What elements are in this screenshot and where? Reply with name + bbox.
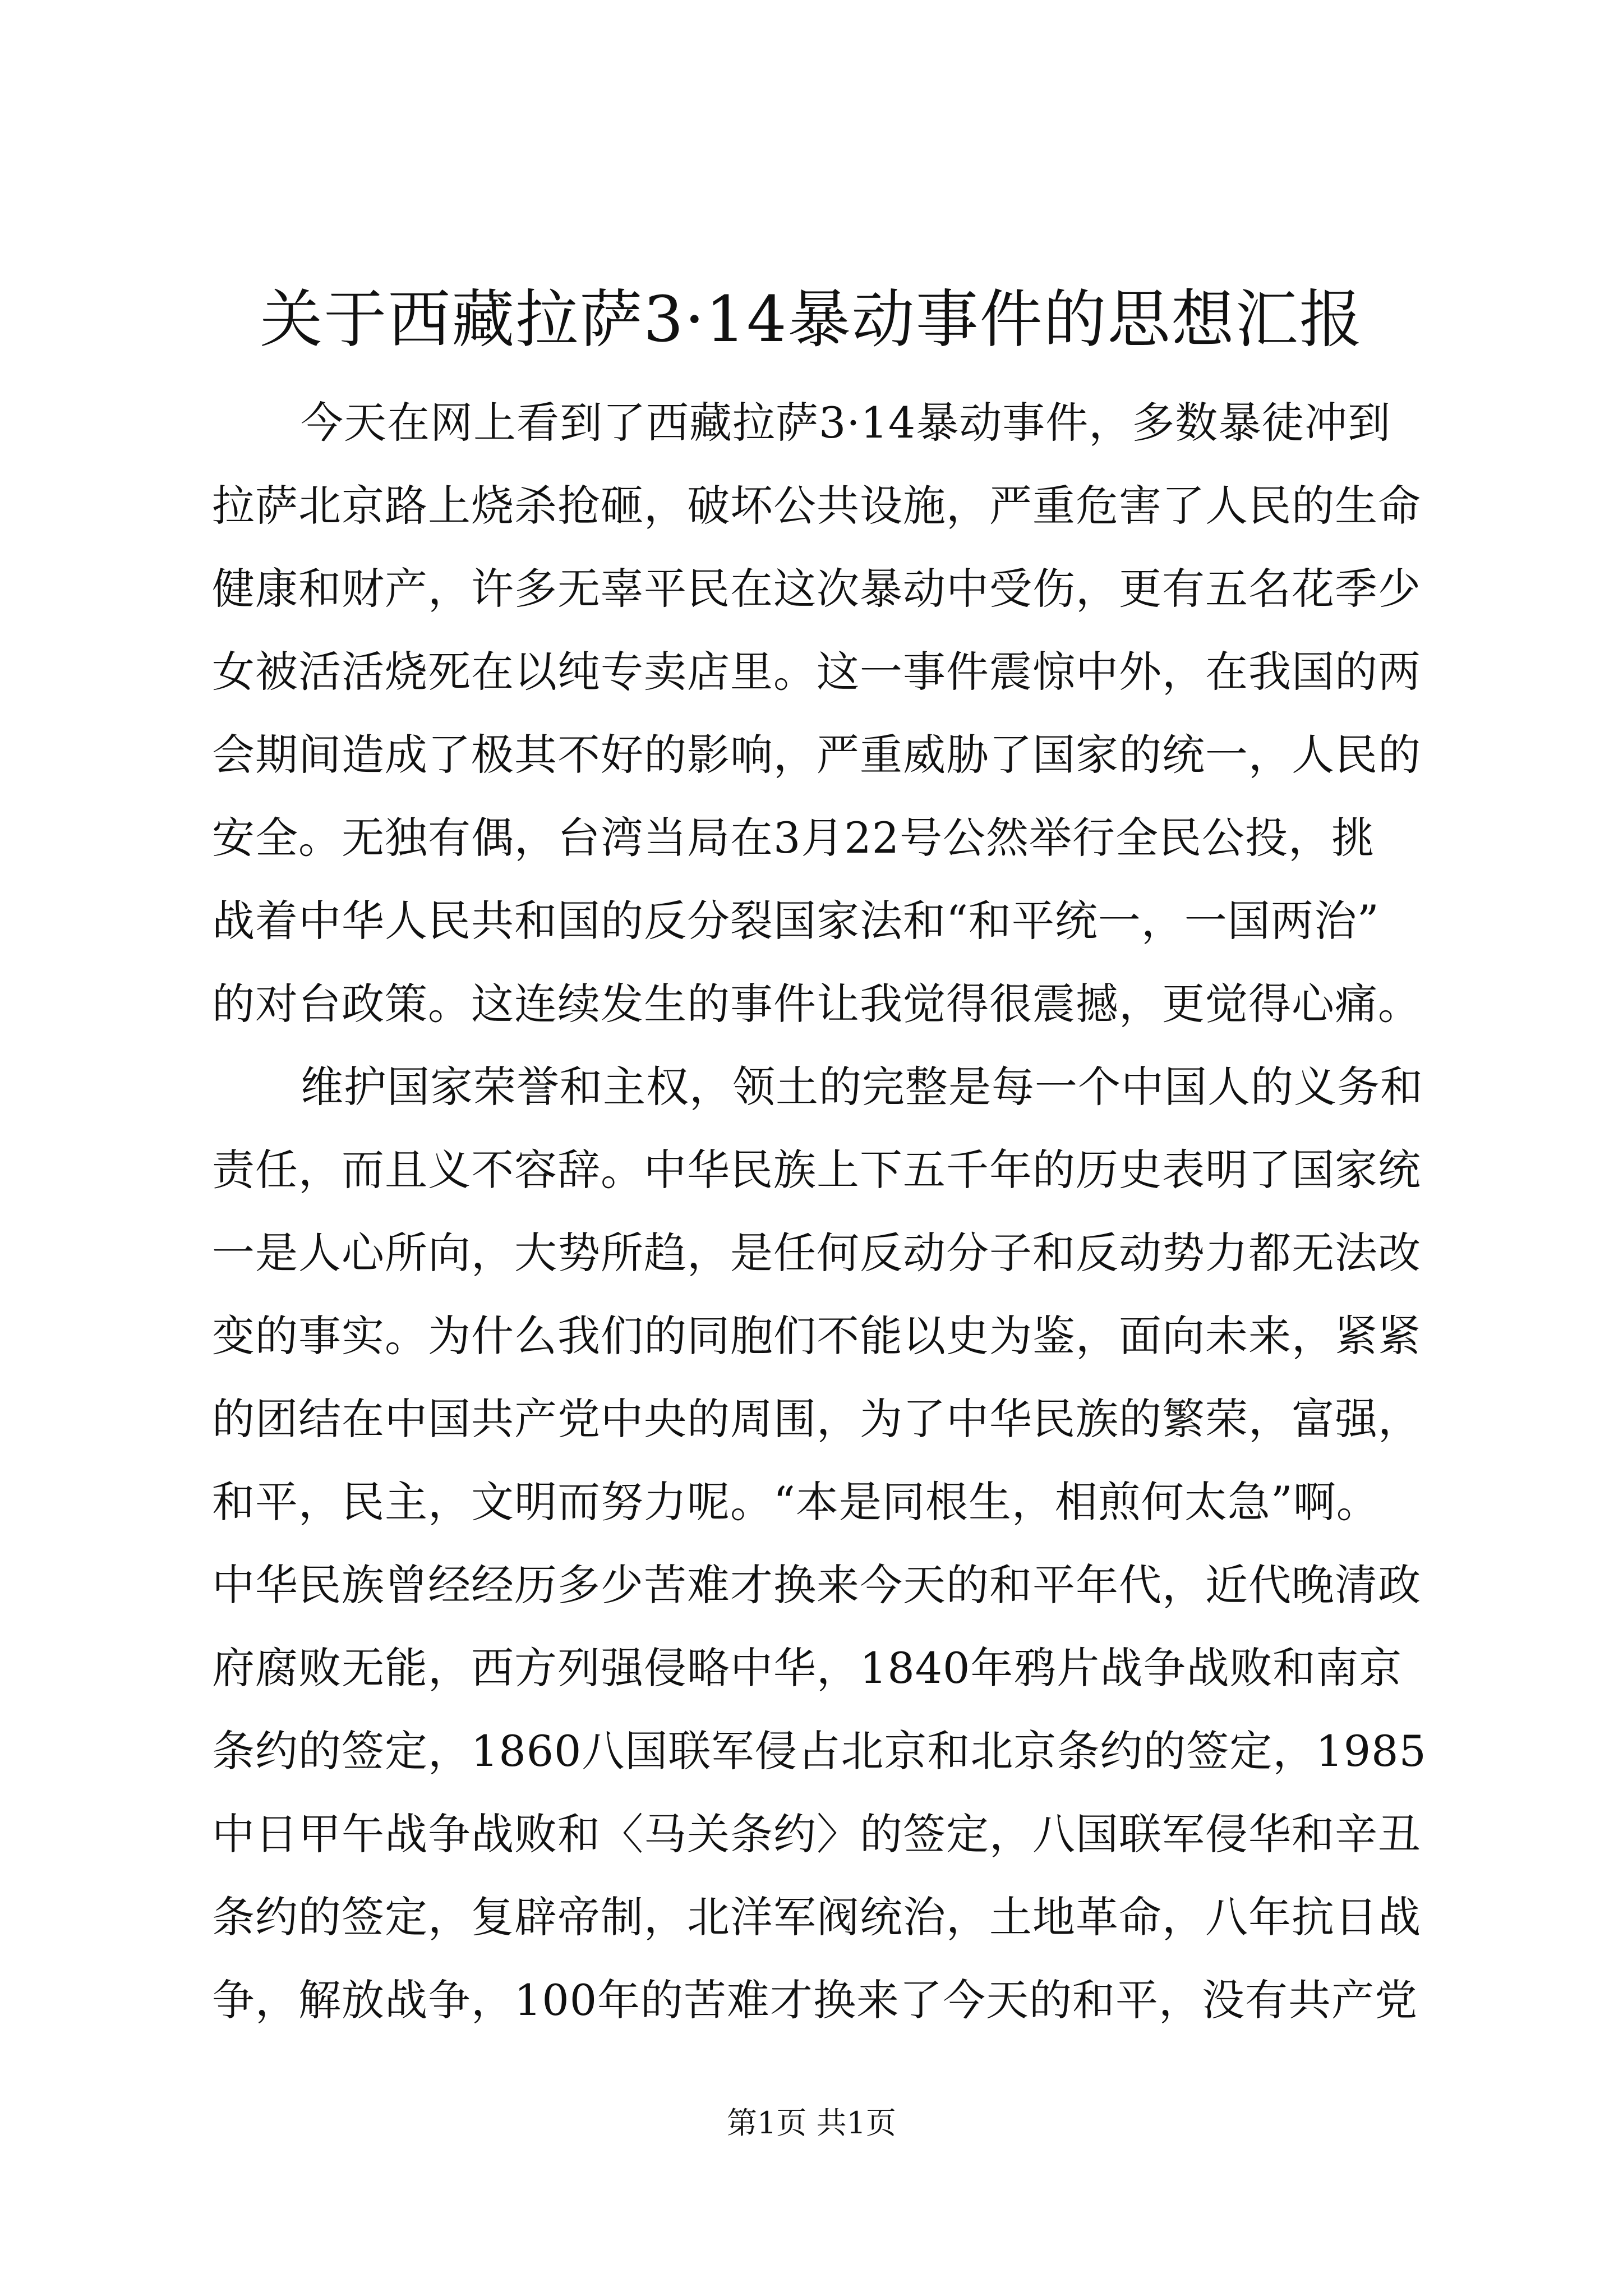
paragraph-1: [212, 381, 1421, 1046]
paragraph-line: 争，解放战争，100年的苦难才换来了今天的和平，没有共产党: [212, 1975, 1418, 2025]
paragraph-line: 府腐败无能，西方列强侵略中华，1840年鸦片战争战败和南京: [212, 1643, 1403, 1693]
paragraph-line: 女被活活烧死在以纯专卖店里。这一事件震惊中外，在我国的两: [212, 647, 1421, 697]
paragraph-line: 维护国家荣誉和主权，领土的完整是每一个中国人的义务和: [301, 1062, 1423, 1112]
paragraph-line: 健康和财产，许多无辜平民在这次暴动中受伤，更有五名花季少: [212, 564, 1421, 614]
paragraph-line: 拉萨北京路上烧杀抢砸，破坏公共设施，严重危害了人民的生命: [212, 481, 1421, 531]
paragraph-line: 战着中华人民共和国的反分裂国家法和“和平统一，一国两治”: [212, 896, 1380, 946]
paragraph-line: 一是人心所向，大势所趋，是任何反动分子和反动势力都无法改: [212, 1228, 1421, 1278]
paragraph-line: 安全。无独有偶，台湾当局在3月22号公然举行全民公投，挑: [212, 813, 1375, 863]
paragraph-line: 责任，而且义不容辞。中华民族上下五千年的历史表明了国家统: [212, 1145, 1421, 1195]
paragraph-line: 中日甲午战争战败和〈马关条约〉的签定，八国联军侵华和辛丑: [212, 1809, 1421, 1859]
paragraph-line: 中华民族曾经经历多少苦难才换来今天的和平年代，近代晚清政: [212, 1560, 1421, 1610]
paragraph-line: 和平，民主，文明而努力呢。“本是同根生，相煎何太急”啊。: [212, 1477, 1380, 1527]
paragraph-line: 今天在网上看到了西藏拉萨3·14暴动事件，多数暴徒冲到: [301, 398, 1391, 448]
paragraph-2: [212, 1046, 1427, 2042]
paragraph-line: 的团结在中国共产党中央的周围，为了中华民族的繁荣，富强，: [212, 1394, 1421, 1444]
paragraph-line: 变的事实。为什么我们的同胞们不能以史为鉴，面向未来，紧紧: [212, 1311, 1421, 1361]
document-body: [212, 381, 1427, 2042]
paragraph-line: 的对台政策。这连续发生的事件让我觉得很震撼，更觉得心痛。: [212, 979, 1421, 1029]
paragraph-line: 会期间造成了极其不好的影响，严重威胁了国家的统一，人民的: [212, 730, 1421, 780]
document-title: 关于西藏拉萨3·14暴动事件的思想汇报: [260, 283, 1363, 356]
paragraph-line: 条约的签定，复辟帝制，北洋军阀统治，土地革命，八年抗日战: [212, 1892, 1421, 1942]
paragraph-line: 条约的签定，1860八国联军侵占北京和北京条约的签定，1985: [212, 1726, 1427, 1776]
page-footer: 第1页 共1页: [727, 2105, 896, 2141]
